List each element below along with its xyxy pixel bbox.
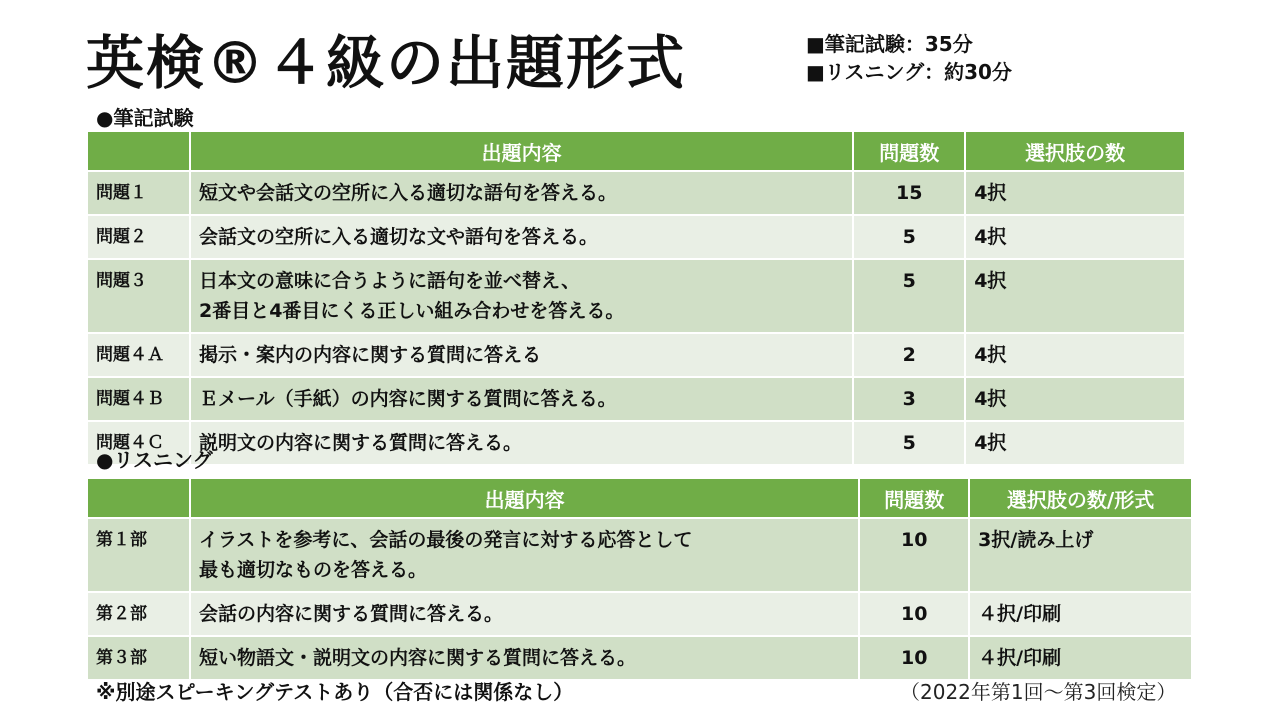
question-count: 3	[853, 377, 965, 421]
part-content: イラストを参考に、会話の最後の発言に対する応答として 最も適切なものを答える。	[190, 518, 859, 592]
question-count: 15	[853, 171, 965, 215]
table-row	[88, 636, 1192, 680]
part-choices: ４択/印刷	[969, 636, 1192, 680]
question-content: 短文や会話文の空所に入る適切な語句を答える。	[190, 171, 853, 215]
table-row	[88, 333, 1185, 377]
question-label: 問題１	[88, 171, 190, 215]
part-label: 第２部	[88, 592, 190, 636]
header-label	[88, 132, 190, 171]
question-content: 会話文の空所に入る適切な文や語句を答える。	[190, 215, 853, 259]
part-content: 会話の内容に関する質問に答える。	[190, 592, 859, 636]
part-content: 短い物語文・説明文の内容に関する質問に答える。	[190, 636, 859, 680]
question-choices: 4択	[965, 171, 1185, 215]
table-header-row	[88, 132, 1185, 171]
table-row	[88, 377, 1185, 421]
question-label: 問題４Ｂ	[88, 377, 190, 421]
table-row	[88, 259, 1185, 333]
header-count: 問題数	[859, 479, 969, 518]
question-choices: 4択	[965, 215, 1185, 259]
question-choices: 4択	[965, 421, 1185, 465]
part-label: 第３部	[88, 636, 190, 680]
header-count: 問題数	[853, 132, 965, 171]
question-count: 5	[853, 259, 965, 333]
question-content: 掲示・案内の内容に関する質問に答える	[190, 333, 853, 377]
table-row	[88, 215, 1185, 259]
part-label: 第１部	[88, 518, 190, 592]
part-choices: ４択/印刷	[969, 592, 1192, 636]
listening-section-heading: ●リスニング	[96, 448, 213, 472]
question-content: 日本文の意味に合うように語句を並べ替え、 2番目と4番目にくる正しい組み合わせを答える。	[190, 259, 853, 333]
header-choices: 選択肢の数/形式	[969, 479, 1192, 518]
header-choices: 選択肢の数	[965, 132, 1185, 171]
header-content: 出題内容	[190, 132, 853, 171]
listening-exam-time: ■リスニング：約30分	[806, 60, 1012, 84]
table-header-row	[88, 479, 1192, 518]
exam-times	[806, 30, 1012, 86]
question-choices: 4択	[965, 377, 1185, 421]
written-section-heading: ●筆記試験	[96, 106, 194, 130]
written-format-table	[88, 132, 1186, 466]
question-label: 問題２	[88, 215, 190, 259]
part-count: 10	[859, 636, 969, 680]
part-count: 10	[859, 592, 969, 636]
table-row	[88, 592, 1192, 636]
question-count: 5	[853, 421, 965, 465]
table-row	[88, 171, 1185, 215]
question-label: 問題４Ａ	[88, 333, 190, 377]
question-label: 問題３	[88, 259, 190, 333]
header-content: 出題内容	[190, 479, 859, 518]
written-exam-time: ■筆記試験：35分	[806, 32, 973, 56]
question-choices: 4択	[965, 259, 1185, 333]
edition-note: （2022年第1回～第3回検定）	[900, 680, 1177, 704]
part-count: 10	[859, 518, 969, 592]
table-row	[88, 421, 1185, 465]
question-count: 2	[853, 333, 965, 377]
question-choices: 4択	[965, 333, 1185, 377]
question-content: Ｅメール（手紙）の内容に関する質問に答える。	[190, 377, 853, 421]
question-label: 問題４Ｃ	[88, 421, 190, 465]
header-label	[88, 479, 190, 518]
question-content: 説明文の内容に関する質問に答える。	[190, 421, 853, 465]
question-count: 5	[853, 215, 965, 259]
table-row	[88, 518, 1192, 592]
page-title: 英検®４級の出題形式	[86, 29, 687, 97]
speaking-test-note: ※別途スピーキングテストあり（合否には関係なし）	[96, 680, 574, 704]
listening-format-table	[88, 479, 1193, 681]
part-choices: 3択/読み上げ	[969, 518, 1192, 592]
